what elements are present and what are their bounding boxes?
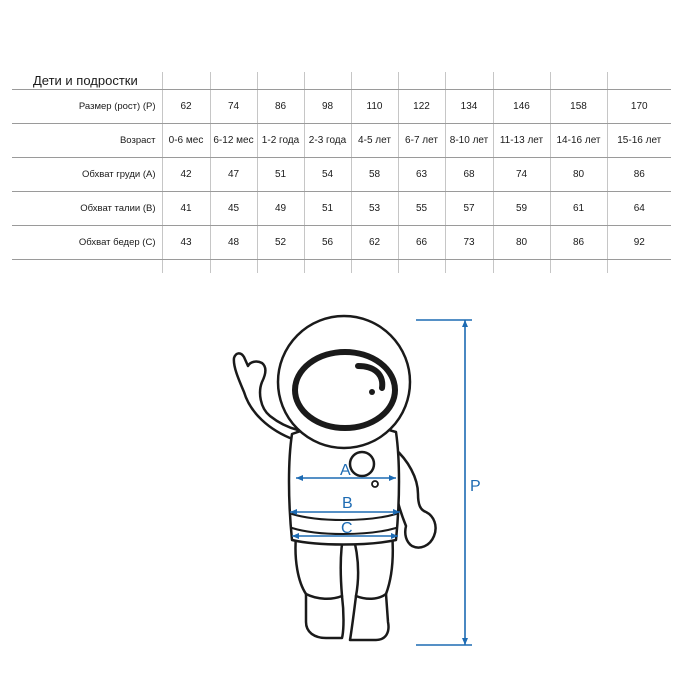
table-cell: 54 <box>304 158 351 192</box>
row-label: Обхват груди (A) <box>12 158 162 192</box>
table-cell: 4-5 лет <box>351 124 398 158</box>
table-cell: 63 <box>398 158 445 192</box>
chest-label: A <box>340 462 351 479</box>
table-cell: 41 <box>162 192 210 226</box>
table-cell: 0-6 мес <box>162 124 210 158</box>
table-cell: 110 <box>351 90 398 124</box>
table-cell: 86 <box>257 90 304 124</box>
table-cell: 15-16 лет <box>607 124 671 158</box>
row-label: Обхват бедер (C) <box>12 226 162 260</box>
waist-label: B <box>342 495 353 512</box>
table-cell: 6-12 мес <box>210 124 257 158</box>
row-label: Возраст <box>12 124 162 158</box>
table-cell: 45 <box>210 192 257 226</box>
table-cell: 49 <box>257 192 304 226</box>
table-cell: 74 <box>210 90 257 124</box>
table-cell: 80 <box>493 226 550 260</box>
table-cell: 62 <box>162 90 210 124</box>
table-cell: 6-7 лет <box>398 124 445 158</box>
hips-label: C <box>341 520 353 537</box>
table-cell: 51 <box>257 158 304 192</box>
table-cell: 86 <box>550 226 607 260</box>
chest-badge <box>350 452 374 476</box>
row-label: Обхват талии (B) <box>12 192 162 226</box>
table-cell: 59 <box>493 192 550 226</box>
height-arrow-top <box>462 320 468 327</box>
table-cell: 122 <box>398 90 445 124</box>
table-cell: 158 <box>550 90 607 124</box>
table-cell: 58 <box>351 158 398 192</box>
row-label: Размер (рост) (P) <box>12 90 162 124</box>
visor-highlight-dot <box>369 389 375 395</box>
table-cell: 55 <box>398 192 445 226</box>
chest-button <box>372 481 378 487</box>
table-cell: 86 <box>607 158 671 192</box>
table-cell: 1-2 года <box>257 124 304 158</box>
right-leg <box>350 532 393 640</box>
table-cell: 43 <box>162 226 210 260</box>
table-cell: 62 <box>351 226 398 260</box>
table-cell: 98 <box>304 90 351 124</box>
height-arrow-bottom <box>462 638 468 645</box>
table-cell: 51 <box>304 192 351 226</box>
table-cell: 14-16 лет <box>550 124 607 158</box>
table-cell: 8-10 лет <box>445 124 493 158</box>
table-cell: 66 <box>398 226 445 260</box>
table-cell: 61 <box>550 192 607 226</box>
table-cell: 146 <box>493 90 550 124</box>
table-cell: 134 <box>445 90 493 124</box>
table-title: Дети и подростки <box>12 72 162 90</box>
table-cell: 57 <box>445 192 493 226</box>
table-cell: 74 <box>493 158 550 192</box>
table-cell: 170 <box>607 90 671 124</box>
table-cell: 2-3 года <box>304 124 351 158</box>
table-cell: 73 <box>445 226 493 260</box>
table-cell: 53 <box>351 192 398 226</box>
table-cell: 47 <box>210 158 257 192</box>
table-cell: 64 <box>607 192 671 226</box>
table-cell: 56 <box>304 226 351 260</box>
table-cell: 92 <box>607 226 671 260</box>
lowered-arm <box>394 448 436 548</box>
table-cell: 52 <box>257 226 304 260</box>
table-cell: 48 <box>210 226 257 260</box>
table-cell: 68 <box>445 158 493 192</box>
table-cell: 80 <box>550 158 607 192</box>
table-cell: 11-13 лет <box>493 124 550 158</box>
table-cell: 42 <box>162 158 210 192</box>
left-leg <box>295 532 344 638</box>
height-label: P <box>470 478 481 495</box>
